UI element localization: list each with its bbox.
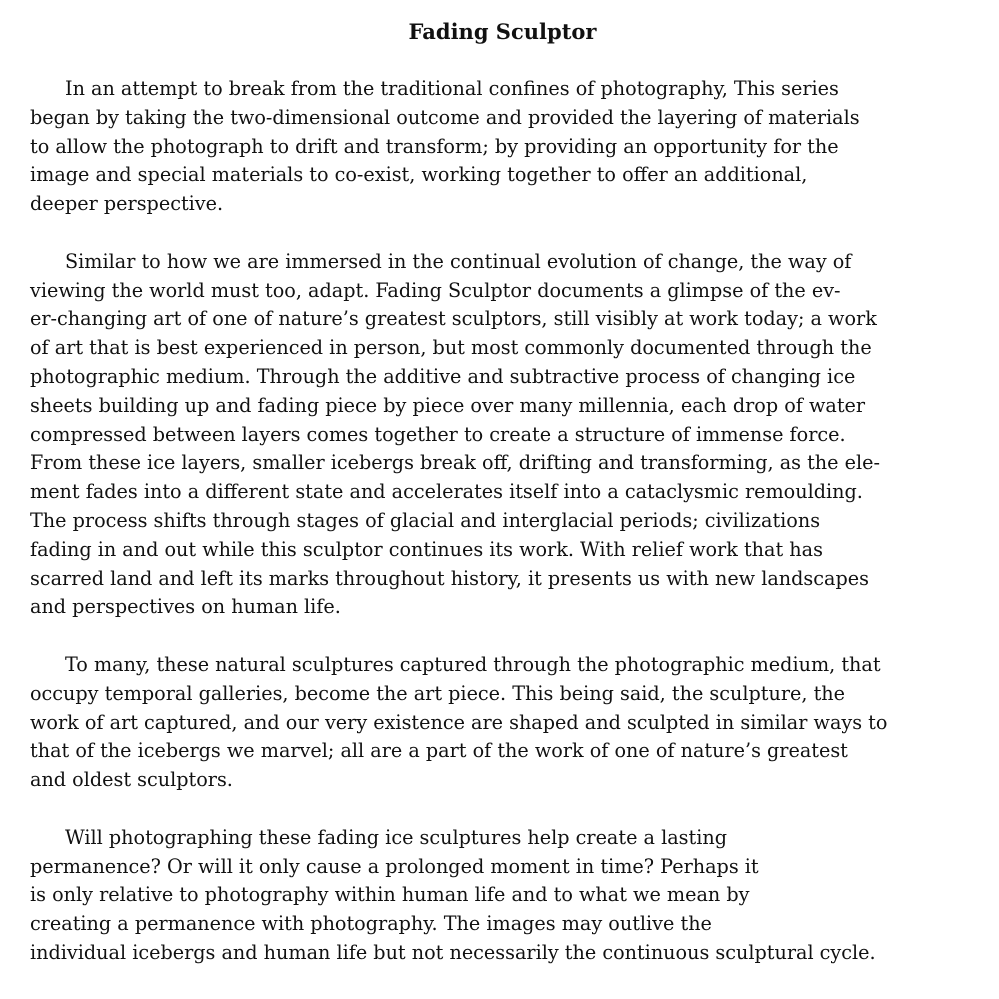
text-line: individual icebergs and human life but not necessarily the continuous sculptural cycle. [30, 940, 876, 964]
paragraph-1 [30, 75, 975, 219]
text-line: to allow the photograph to drift and transform; by providing an opportunity for the [30, 134, 839, 158]
text-line: fading in and out while this sculptor continues its work. With relief work that has [30, 537, 823, 561]
text-line: In an attempt to break from the traditional confines of photography, This series [65, 77, 839, 100]
text-line: scarred land and left its marks throughout history, it presents us with new landscapes [30, 566, 869, 590]
text-line: work of art captured, and our very existence are shaped and sculpted in similar ways to [30, 710, 888, 734]
text-line: that of the icebergs we marvel; all are a part of the work of one of nature’s greatest [30, 739, 848, 763]
text-line: and oldest sculptors. [30, 768, 233, 792]
text-line: creating a permanence with photography. The images may outlive the [30, 912, 712, 936]
text-line: occupy temporal galleries, become the art piece. This being said, the sculpture, the [30, 681, 845, 705]
text-line: ment fades into a different state and accelerates itself into a cataclysmic remoulding. [30, 480, 863, 504]
text-line: permanence? Or will it only cause a prolonged moment in time? Perhaps it [30, 854, 759, 878]
text-line: began by taking the two-dimensional outcome and provided the layering of materials [30, 105, 860, 129]
paragraph-2 [30, 248, 975, 622]
text-line: sheets building up and fading piece by piece over many millennia, each drop of water [30, 393, 866, 417]
document-title: Fading Sculptor [408, 19, 597, 44]
text-line: and perspectives on human life. [30, 595, 341, 619]
text-line: deeper perspective. [30, 192, 224, 216]
text-line: From these ice layers, smaller icebergs break off, drifting and transforming, as the ele- [30, 451, 880, 475]
text-line: The process shifts through stages of glacial and interglacial periods; civilizations [30, 508, 821, 532]
text-line: is only relative to photography within human life and to what we mean by [30, 883, 750, 907]
paragraph-3 [30, 651, 975, 795]
text-line: compressed between layers comes together to create a structure of immense force. [30, 422, 846, 446]
text-line: er-changing art of one of nature’s greatest sculptors, still visibly at work today; a work [30, 307, 877, 331]
text-line: To many, these natural sculptures captured through the photographic medium, that [65, 652, 881, 676]
document-page [30, 14, 975, 997]
text-line: image and special materials to co-exist, working together to offer an additional, [30, 163, 808, 187]
text-line: of art that is best experienced in person, but most commonly documented through the [30, 336, 872, 360]
paragraph-4 [30, 824, 975, 968]
text-line: viewing the world must too, adapt. Fading Sculptor documents a glimpse of the ev- [30, 278, 841, 302]
text-line: Will photographing these fading ice sculptures help create a lasting [65, 825, 727, 849]
text-line: Similar to how we are immersed in the continual evolution of change, the way of [65, 249, 852, 273]
text-line: photographic medium. Through the additive and subtractive process of changing ice [30, 364, 856, 388]
